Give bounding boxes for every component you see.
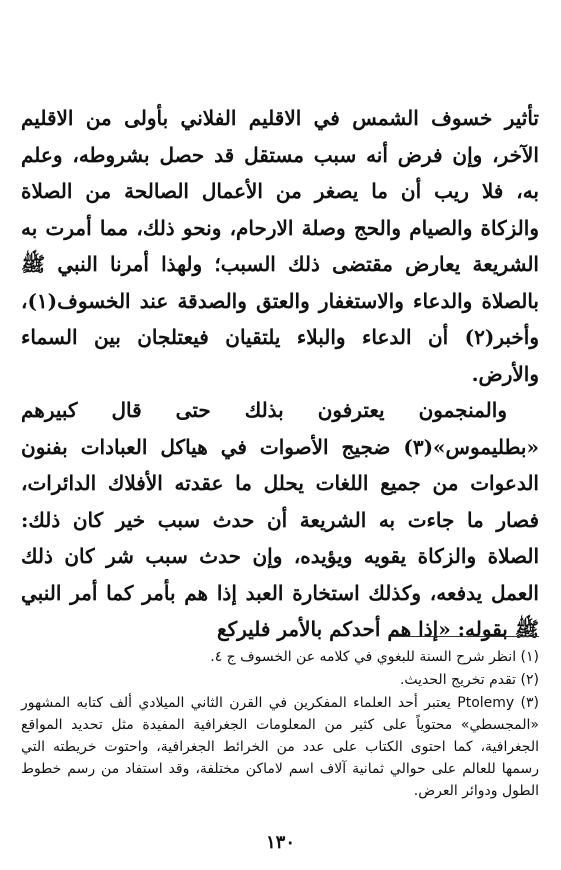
paragraph-1: تأثير خسوف الشمس في الاقليم الفلاني بأولى من الاقليم الآخر، وإن فرض أنه سبب مستقل قد حصل بشروطه، وعلم به، فلا ريب أن ما يصغر من الأعمال الصالحة من الصلاة والزكاة والصيام والحج وصلة الارحام، ونحو ذلك، مما أمرت به الشريعة يعارض مقتضى ذلك السبب؛ ولهذا أمرنا النبي ﷺ بالصلاة والدعاء والاستغفار والعتق والصدقة عند الخسوف(١)، وأخبر(٢) أن الدعاء والبلاء يلتقيان فيعتلجان بين السماء والأرض. xyxy=(21,106,539,386)
footnote-1: (١) انظر شرح السنة للبغوي في كلامه عن الخسوف ج ٤. xyxy=(210,649,539,665)
main-text xyxy=(21,100,539,648)
footnotes xyxy=(21,646,539,803)
footnote-3: (٣) Ptolemy يعتبر أحد العلماء المفكرين في القرن الثاني الميلادي ألف كتابه المشهور «المجسطي» محتوياً على كثير من المعلومات الجغرافية المفيدة مثل تحديد المواقع الجغرافية، كما احتوى الكتاب على عدد من الخرائط الجغرافية، واحتوت خريطته التي رسمها للعالم على حوالي ثمانية آلاف اسم لاماكن مختلفة، وقد استفاد من رسم خطوط الطول ودوائر العرض. xyxy=(21,695,539,799)
page-number: ١٣٠ xyxy=(265,832,295,853)
paragraph-2: والمنجمون يعترفون بذلك حتى قال كبيرهم «بطليموس»(٣) ضجيج الأصوات في هياكل العبادات بفنون الدعوات من جميع اللغات يحلل ما عقدته الأفلاك الدائرات، فصار ما جاءت به الشريعة أن حدث سبب خير كان ذلك: الصلاة والزكاة يقويه ويؤيده، وإن حدث سبب شر كان ذلك العمل يدفعه، وكذلك استخارة العبد إذا هم بأمر كما أمر النبي ﷺ بقوله: «إذا هم أحدكم بالأمر فليركع xyxy=(21,398,539,641)
footnote-divider xyxy=(389,636,539,637)
footnote-2: (٢) تقدم تخريج الحديث. xyxy=(399,672,539,688)
